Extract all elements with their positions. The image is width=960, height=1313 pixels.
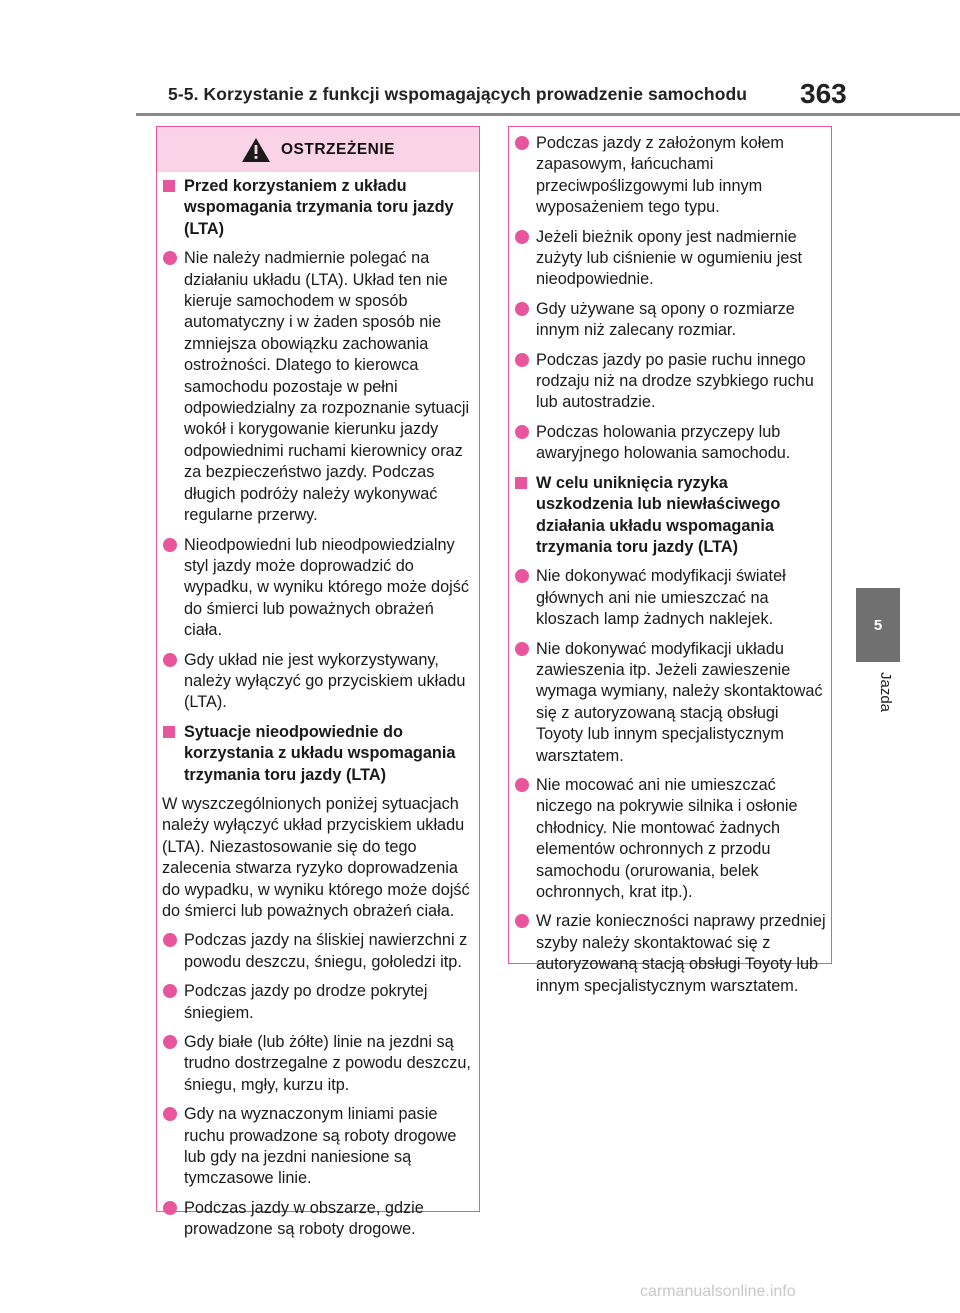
bullet-item [162, 1104, 476, 1190]
header-rule [136, 113, 960, 116]
bullet-text: Nieodpowiedni lub nieodpowiedzialny styl jazdy może doprowadzić do wypadku, w wyniku którego może dojść do śmierci lub poważnych obrażeń ciała. [184, 535, 470, 640]
warning-title: OSTRZEŻENIE [280, 140, 395, 158]
bullet-dot-icon [163, 653, 177, 667]
bullet-dot-icon [163, 251, 177, 265]
bullet-item [514, 299, 828, 342]
bullet-item [162, 248, 476, 526]
bullet-item [162, 535, 476, 642]
bullet-item [162, 930, 476, 973]
bullet-item [162, 981, 476, 1024]
bullet-dot-icon [163, 538, 177, 552]
paragraph [162, 794, 476, 922]
bullet-item [514, 422, 828, 465]
bullet-item [514, 911, 828, 997]
watermark-text: carmanualsonline.info [640, 1283, 796, 1300]
bullet-dot-icon [515, 642, 529, 656]
section-heading [162, 722, 476, 786]
bullet-dot-icon [515, 302, 529, 316]
bullet-dot-icon [515, 353, 529, 367]
bullet-text: Nie należy nadmiernie polegać na działaniu układu (LTA). Układ ten nie kieruje samochodem w sposób automatyczny i w żaden sposób nie zmniejsza obowiązku zachowania ostrożności. Dlatego to kierowca samochodu pozostaje w pełni odpowiedzialny za rozpoznanie sytuacji wokół i korygowanie kierunku jazdy odpowiednimi ruchami kierownicy oraz za bezpieczeństwo jazdy. Podczas długich podróży należy wykonywać regularne przerwy. [184, 249, 470, 525]
chapter-tab[interactable] [856, 588, 900, 662]
bullet-dot-icon [515, 230, 529, 244]
bullet-text: Nie dokonywać modyfikacji świateł głównych ani nie umieszczać na kloszach lamp żadnych naklejek. [536, 567, 786, 629]
bullet-item [162, 1032, 476, 1096]
left-column-content [162, 176, 476, 1249]
bullet-dot-icon [163, 984, 177, 998]
bullet-text: Podczas jazdy po drodze pokrytej śniegiem. [184, 982, 428, 1022]
heading-text: Sytuacje nieodpowiednie do korzystania z układu wspomagania trzymania toru jazdy (LTA) [184, 722, 456, 784]
bullet-text: Nie dokonywać modyfikacji układu zawieszenia itp. Jeżeli zawieszenie wymaga wymiany, należy skontaktować się z autoryzowaną stacją obsługi Toyoty lub innym specjalistycznym warsztatem. [536, 639, 823, 765]
bullet-text: Jeżeli bieżnik opony jest nadmiernie zużyty lub ciśnienie w ogumieniu jest nieodpowiednie. [536, 227, 803, 289]
warning-triangle-icon [241, 137, 271, 163]
section-heading [162, 176, 476, 240]
bullet-text: Gdy na wyznaczonym liniami pasie ruchu prowadzone są roboty drogowe lub gdy na jezdni naniesione są tymczasowe linie. [184, 1105, 457, 1188]
bullet-text: W razie konieczności naprawy przedniej szyby należy skontaktować się z autoryzowaną stacją obsługi Toyoty lub innym specjalistycznym warsztatem. [536, 912, 826, 995]
bullet-dot-icon [515, 136, 529, 150]
bullet-dot-icon [163, 1035, 177, 1049]
warning-header [157, 127, 479, 172]
page-number: 363 [800, 78, 847, 109]
bullet-text: Gdy używane są opony o rozmiarze innym niż zalecany rozmiar. [536, 299, 795, 340]
bullet-text: Podczas jazdy po pasie ruchu innego rodzaju niż na drodze szybkiego ruchu lub autostradzie. [536, 350, 814, 412]
bullet-item [162, 650, 476, 714]
square-bullet-icon [163, 180, 175, 192]
square-bullet-icon [515, 477, 527, 489]
bullet-dot-icon [515, 569, 529, 583]
bullet-text: Gdy białe (lub żółte) linie na jezdni są trudno dostrzegalne z powodu deszczu, śniegu, mgły, kurzu itp. [184, 1033, 471, 1094]
paragraph-text: W wyszczególnionych poniżej sytuacjach należy wyłączyć układ przyciskiem układu (LTA). Niezastosowanie się do tego zalecenia stwarza ryzyko doprowadzenia do wypadku, w wyniku którego może dojść do śmierci lub poważnych obrażeń ciała. [162, 794, 470, 920]
bullet-item [514, 133, 828, 219]
bullet-text: Gdy układ nie jest wykorzystywany, należy wyłączyć go przyciskiem układu (LTA). [184, 650, 466, 712]
bullet-text: Nie mocować ani nie umieszczać niczego na pokrywie silnika i osłonie chłodnicy. Nie montować żadnych elementów ochronnych z przodu samochodu (orurowania, belek ochronnych, krat itp.). [536, 775, 798, 901]
chapter-label: Jazda [877, 672, 894, 713]
chapter-number: 5 [873, 616, 883, 634]
bullet-item [514, 350, 828, 414]
bullet-item [514, 775, 828, 903]
bullet-text: Podczas jazdy w obszarze, gdzie prowadzone są roboty drogowe. [184, 1198, 424, 1239]
bullet-dot-icon [515, 914, 529, 928]
bullet-dot-icon [163, 933, 177, 947]
bullet-text: Podczas jazdy na śliskiej nawierzchni z powodu deszczu, śniegu, gołoledzi itp. [184, 931, 468, 971]
bullet-text: Podczas holowania przyczepy lub awaryjnego holowania samochodu. [536, 422, 791, 463]
right-column-content [514, 133, 828, 1005]
bullet-dot-icon [515, 778, 529, 792]
heading-text: W celu uniknięcia ryzyka uszkodzenia lub niewłaściwego działania układu wspomagania trzymania toru jazdy (LTA) [536, 473, 781, 556]
section-heading [514, 473, 828, 559]
square-bullet-icon [163, 726, 175, 738]
header-title: 5-5. Korzystanie z funkcji wspomagających prowadzenie samochodu [168, 84, 748, 104]
bullet-item [514, 227, 828, 291]
bullet-text: Podczas jazdy z założonym kołem zapasowym, łańcuchami przeciwpoślizgowymi lub innym wyposażeniem tego typu. [536, 134, 784, 217]
bullet-item [514, 566, 828, 630]
heading-text: Przed korzystaniem z układu wspomagania trzymania toru jazdy (LTA) [184, 177, 454, 238]
bullet-item [514, 639, 828, 767]
bullet-dot-icon [163, 1107, 177, 1121]
bullet-dot-icon [163, 1201, 177, 1215]
bullet-item [162, 1198, 476, 1241]
bullet-dot-icon [515, 425, 529, 439]
